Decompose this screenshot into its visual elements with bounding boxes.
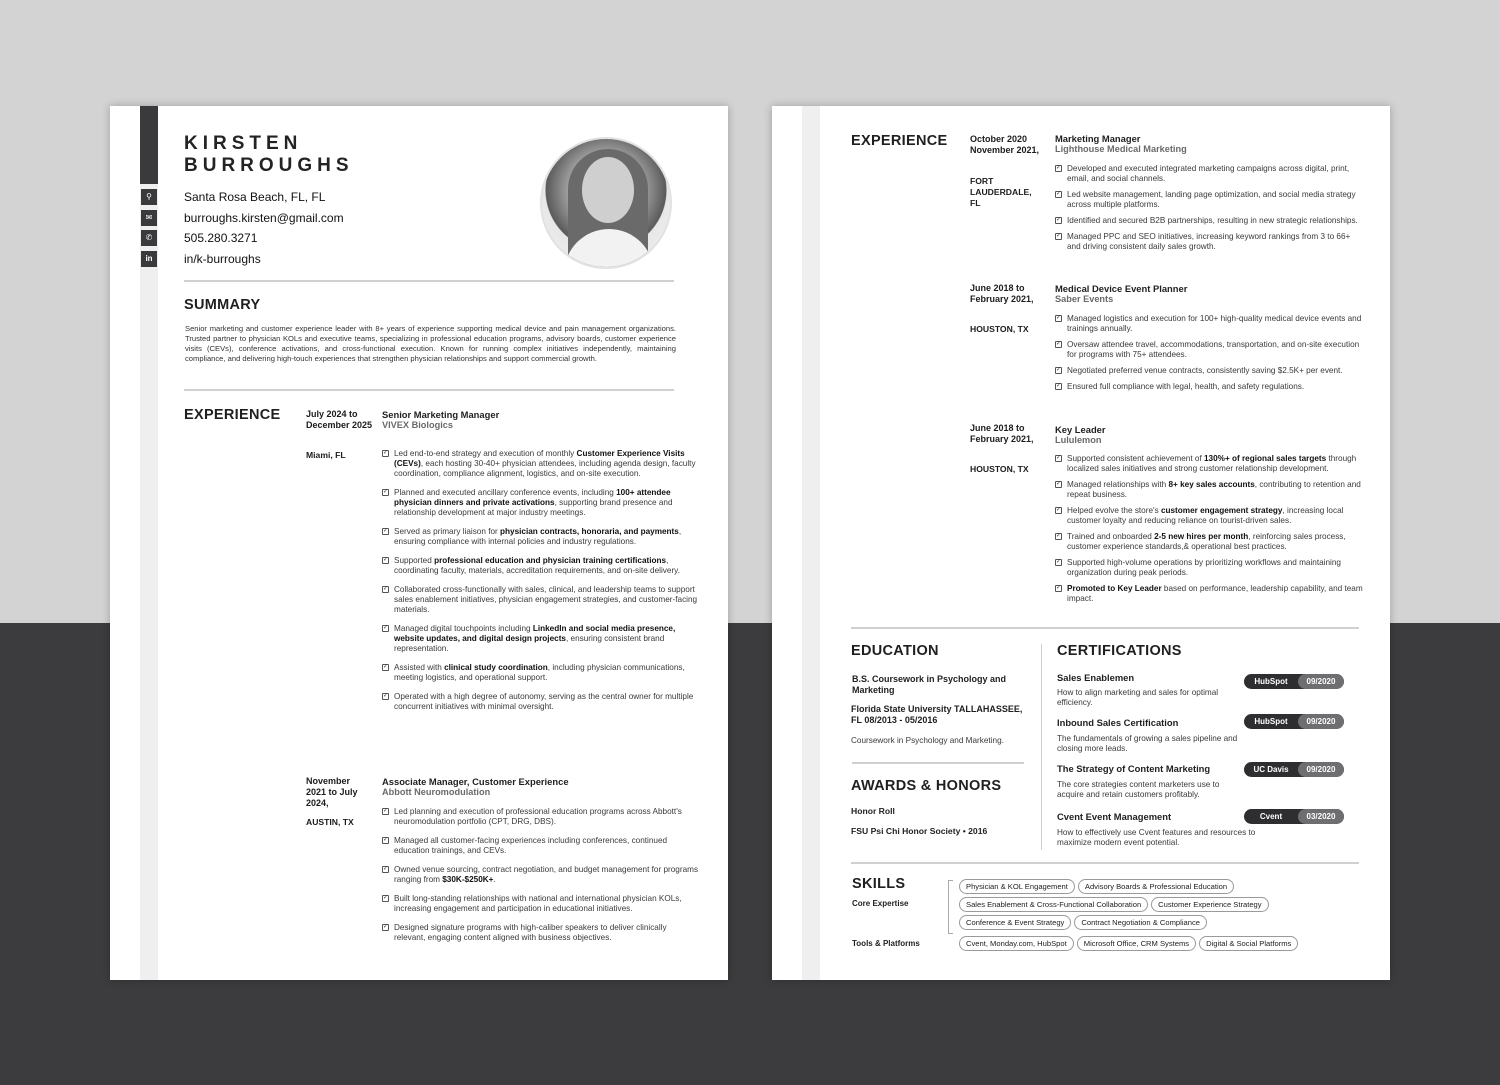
bullet-item: ✓ Oversaw attendee travel, accommodations, transportation, and on-site execution for programs with 75+ attendees. [1056, 340, 1360, 359]
linkedin-icon: in [141, 251, 157, 267]
award-item: Honor Roll [851, 806, 895, 816]
job-title: Associate Manager, Customer Experience [382, 776, 569, 787]
job-location: FORT LAUDERDALE, FL [970, 176, 1032, 208]
bullet-item: ✓ Ensured full compliance with legal, health, and safety regulations. [1056, 382, 1305, 391]
skills-title: SKILLS [852, 876, 906, 892]
cert-name: Sales Enablemen [1057, 672, 1135, 683]
job-title: Medical Device Event Planner [1055, 283, 1188, 294]
cert-badge: HubSpot 09/2020 [1244, 674, 1344, 689]
resume-page-1 [110, 106, 728, 980]
job-location: HOUSTON, TX [970, 324, 1029, 334]
profile-photo [540, 137, 672, 269]
checkbox-icon: ✓ [383, 586, 389, 592]
side-rail-accent [140, 106, 158, 184]
job-company: Abbott Neuromodulation [382, 787, 491, 797]
bullet-item: ✓ Managed logistics and execution for 100+ high-quality medical device events and trainings annually. [1056, 314, 1362, 333]
job-location: HOUSTON, TX [970, 464, 1029, 474]
tool-chip: Microsoft Office, CRM Systems [1077, 936, 1196, 951]
bullet-item: ✓ Helped evolve the store's customer engagement strategy, increasing local customer loyalty and reducing reliance on tourist-driven sales. [1056, 506, 1344, 525]
summary-title: SUMMARY [184, 297, 261, 313]
bullet-item: ✓ Managed digital touchpoints including LinkedIn and social media presence, website updates, and digital design projects, ensuring consistent brand representation. [383, 624, 676, 653]
cert-desc: How to effectively use Cvent features and resources to maximize modern event potential. [1057, 828, 1256, 847]
checkbox-icon: ✓ [383, 450, 389, 456]
checkbox-icon: ✓ [383, 924, 389, 930]
checkbox-icon: ✓ [1056, 507, 1062, 513]
cert-badge: Cvent 03/2020 [1244, 809, 1344, 824]
skill-chip: Contract Negotiation & Compliance [1074, 915, 1207, 930]
cert-desc: The core strategies content marketers use to acquire and retain customers profitably. [1057, 780, 1220, 799]
job-dates: July 2024 to December 2025 [306, 409, 373, 430]
education-degree: B.S. Coursework in Psychology and Marketing [852, 674, 1007, 695]
job-title: Senior Marketing Manager [382, 409, 500, 420]
checkbox-icon: ✓ [383, 625, 389, 631]
bullet-item: ✓ Supported professional education and physician training certifications, coordinating faculty, materials, accreditation requirements, and on-site delivery. [383, 556, 680, 575]
bullet-item: ✓ Managed PPC and SEO initiatives, increasing keyword rankings from 3 to 66+ and driving consistent daily sales growth. [1056, 232, 1351, 251]
job-location: AUSTIN, TX [306, 817, 354, 827]
award-item: FSU Psi Chi Honor Society • 2016 [851, 826, 988, 836]
bullet-item: ✓ Owned venue sourcing, contract negotiation, and budget management for programs ranging from $30K-$250K+. [383, 865, 699, 884]
bullet-item: ✓ Collaborated cross-functionally with sales, clinical, and leadership teams to support sales enablement initiatives, physician engagement strategies, and customer-facing materials. [383, 585, 698, 614]
cert-name: Inbound Sales Certification [1057, 717, 1179, 728]
skills-row [959, 879, 1234, 894]
checkbox-icon: ✓ [1056, 585, 1062, 591]
contact-linkedin[interactable]: in/k-burroughs [184, 252, 261, 266]
skills-row [959, 915, 1207, 930]
cert-desc: The fundamentals of growing a sales pipeline and closing more leads. [1057, 734, 1238, 753]
checkbox-icon: ✓ [1056, 455, 1062, 461]
job-dates: June 2018 to February 2021, [970, 283, 1034, 304]
bullet-item: ✓ Built long-standing relationships with national and international physician KOLs, increasing engagement and participation in educational initiatives. [383, 894, 682, 913]
skill-chip: Physician & KOL Engagement [959, 879, 1075, 894]
summary-text: Senior marketing and customer experience leader with 8+ years of experience supporting medical device and pain management organizations. Trusted partner to physician KOLs and executive teams, specializing in professional education programs, advisory boards, customer experience visits (CEVs), conference activations, and cross-functional execution. Known for running complex initiatives independently, maintaining compliance, and delivering high-touch experiences that strengthen physician relationships and support commercial growth. [185, 324, 676, 363]
cert-name: Cvent Event Management [1057, 811, 1172, 822]
checkbox-icon: ✓ [1056, 341, 1062, 347]
bullet-item: ✓ Planned and executed ancillary conference events, including 100+ attendee physician dinners and private activations, supporting brand presence and relationship development at major industry meetings. [383, 488, 673, 517]
bullet-item: ✓ Trained and onboarded 2-5 new hires per month, reinforcing sales process, customer experience standards,& operational best practices. [1056, 532, 1346, 551]
column-divider [1041, 644, 1042, 850]
checkbox-icon: ✓ [383, 664, 389, 670]
job-bullets [382, 449, 700, 712]
skills-row [959, 897, 1269, 912]
divider [851, 862, 1359, 864]
resume-page-2 [772, 106, 1390, 980]
tools-label: Tools & Platforms [852, 939, 920, 948]
bullet-item: ✓ Managed all customer-facing experiences including conferences, continued education trainings, and CEVs. [383, 836, 668, 855]
experience-title: EXPERIENCE [851, 133, 948, 149]
contact-email[interactable]: burroughs.kirsten@gmail.com [184, 211, 344, 225]
tool-chip: Digital & Social Platforms [1199, 936, 1298, 951]
skill-chip: Customer Experience Strategy [1151, 897, 1268, 912]
education-title: EDUCATION [851, 643, 939, 659]
job-dates: October 2020 November 2021, [970, 134, 1040, 155]
job-dates: November 2021 to July 2024, [306, 776, 358, 808]
bullet-item: ✓ Designed signature programs with high-caliber speakers to deliver clinically relevant, engaging content aligned with business objectives. [383, 923, 667, 942]
bullet-item: ✓ Supported consistent achievement of 130%+ of regional sales targets through localized sales initiatives and strong customer relationship development. [1056, 454, 1357, 473]
cert-badge: UC Davis 09/2020 [1244, 762, 1344, 777]
checkbox-icon: ✓ [1056, 383, 1062, 389]
checkbox-icon: ✓ [383, 528, 389, 534]
checkbox-icon: ✓ [1056, 233, 1062, 239]
skills-bracket [948, 880, 953, 934]
skill-chip: Conference & Event Strategy [959, 915, 1071, 930]
awards-title: AWARDS & HONORS [851, 778, 1002, 794]
job-company: Lululemon [1055, 435, 1102, 445]
certifications-title: CERTIFICATIONS [1057, 643, 1182, 659]
skill-chip: Advisory Boards & Professional Education [1078, 879, 1234, 894]
checkbox-icon: ✓ [383, 693, 389, 699]
bullet-item: ✓ Managed relationships with 8+ key sales accounts, contributing to retention and repeat business. [1056, 480, 1361, 499]
skill-chip: Sales Enablement & Cross-Functional Collaboration [959, 897, 1148, 912]
contact-phone[interactable]: 505.280.3271 [184, 231, 258, 245]
bullet-item: ✓ Assisted with clinical study coordination, including physician communications, meeting logistics, and operational support. [383, 663, 685, 682]
job-dates: June 2018 to February 2021, [970, 423, 1034, 444]
tools-row [959, 936, 1298, 951]
job-bullets [1055, 454, 1365, 604]
cert-badge: HubSpot 09/2020 [1244, 714, 1344, 729]
bullet-item: ✓ Negotiated preferred venue contracts, consistently saving $2.5K+ per event. [1056, 366, 1343, 375]
checkbox-icon: ✓ [383, 489, 389, 495]
job-location: Miami, FL [306, 450, 346, 460]
checkbox-icon: ✓ [383, 837, 389, 843]
bullet-item: ✓ Developed and executed integrated marketing campaigns across digital, print, email, and social channels. [1056, 164, 1350, 183]
checkbox-icon: ✓ [1056, 191, 1062, 197]
contact-location: Santa Rosa Beach, FL, FL [184, 190, 326, 204]
bullet-item: ✓ Promoted to Key Leader based on performance, leadership capability, and team impact. [1056, 584, 1363, 603]
bullet-item: ✓ Operated with a high degree of autonomy, serving as the central owner for multiple concurrent initiatives with minimal oversight. [383, 692, 694, 711]
job-title: Key Leader [1055, 424, 1106, 435]
job-bullets [382, 807, 700, 943]
checkbox-icon: ✓ [383, 557, 389, 563]
education-note: Coursework in Psychology and Marketing. [851, 736, 1004, 745]
job-company: Saber Events [1055, 294, 1114, 304]
checkbox-icon: ✓ [1056, 481, 1062, 487]
tool-chip: Cvent, Monday.com, HubSpot [959, 936, 1074, 951]
checkbox-icon: ✓ [1056, 559, 1062, 565]
checkbox-icon: ✓ [1056, 367, 1062, 373]
checkbox-icon: ✓ [1056, 217, 1062, 223]
cert-desc: How to align marketing and sales for optimal efficiency. [1057, 688, 1219, 707]
job-bullets [1055, 314, 1365, 392]
job-company: Lighthouse Medical Marketing [1055, 144, 1187, 154]
email-icon: ✉ [141, 210, 157, 226]
education-school: Florida State University TALLAHASSEE, FL 08/2013 - 05/2016 [851, 704, 1023, 725]
checkbox-icon: ✓ [383, 895, 389, 901]
divider [184, 389, 674, 391]
candidate-name: KIRSTEN BURROUGHS [184, 133, 354, 176]
job-company: VIVEX Biologics [382, 420, 453, 430]
job-bullets [1055, 164, 1365, 252]
checkbox-icon: ✓ [383, 866, 389, 872]
bullet-item: ✓ Led end-to-end strategy and execution of monthly Customer Experience Visits (CEVs), each hosting 30-40+ physician attendees, including agenda design, faculty coordination, compliance alignment, logistics, and on-site execution. [383, 449, 696, 478]
checkbox-icon: ✓ [1056, 165, 1062, 171]
experience-title: EXPERIENCE [184, 407, 281, 423]
bullet-item: ✓ Supported high-volume operations by prioritizing workflows and maintaining organization during peak periods. [1056, 558, 1341, 577]
divider [851, 627, 1359, 629]
checkbox-icon: ✓ [383, 808, 389, 814]
divider [852, 762, 1024, 764]
bullet-item: ✓ Led website management, landing page optimization, and social media strategy across multiple platforms. [1056, 190, 1356, 209]
divider [184, 280, 674, 282]
cert-name: The Strategy of Content Marketing [1057, 763, 1211, 774]
bullet-item: ✓ Served as primary liaison for physician contracts, honoraria, and payments, ensuring compliance with internal policies and industry regulations. [383, 527, 682, 546]
job-title: Marketing Manager [1055, 133, 1141, 144]
checkbox-icon: ✓ [1056, 533, 1062, 539]
location-icon: ⚲ [141, 189, 157, 205]
bullet-item: ✓ Led planning and execution of professional education programs across Abbott's neuromodulation portfolio (CPT, DRG, DBS). [383, 807, 682, 826]
checkbox-icon: ✓ [1056, 315, 1062, 321]
side-rail [802, 106, 820, 980]
core-expertise-label: Core Expertise [852, 899, 909, 908]
phone-icon: ✆ [141, 230, 157, 246]
bullet-item: ✓ Identified and secured B2B partnerships, resulting in new strategic relationships. [1056, 216, 1358, 225]
